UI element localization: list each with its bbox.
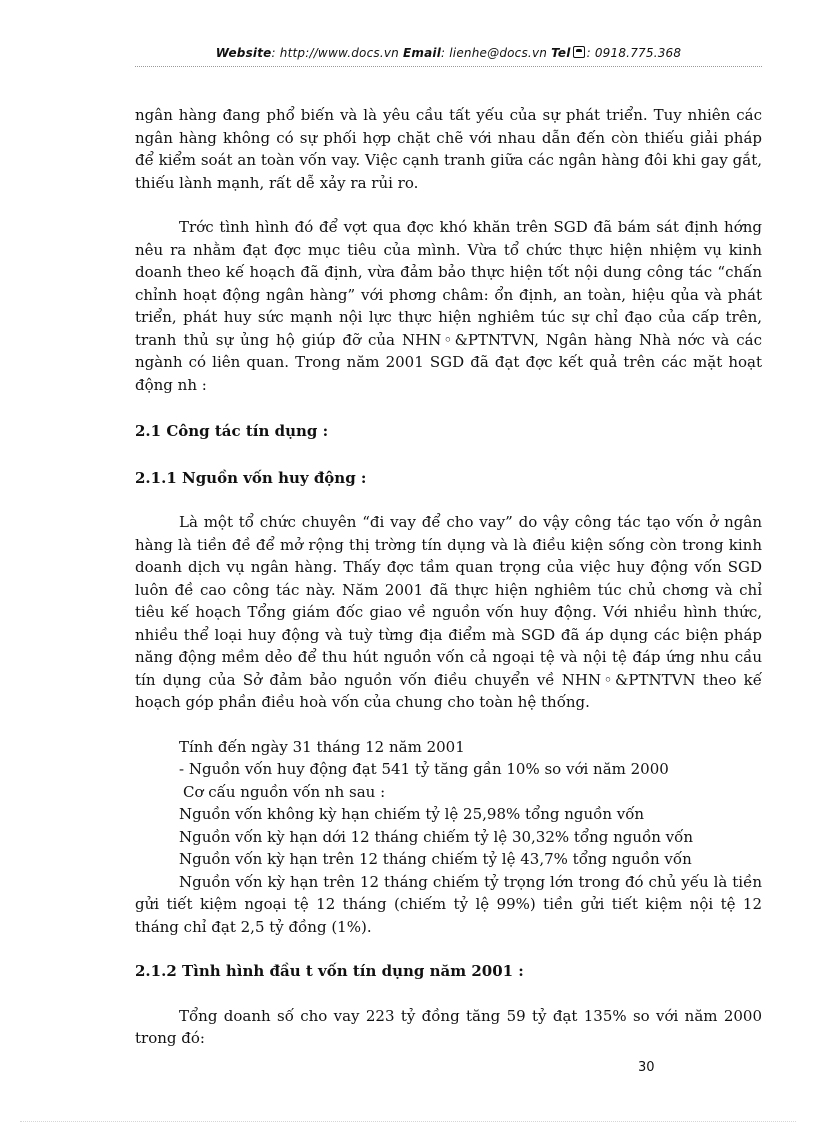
line-over-12: Nguồn vốn kỳ hạn trên 12 tháng chiếm tỷ lệ 43,7% tổng nguồn vốn [179, 850, 692, 868]
document-body [135, 104, 762, 1050]
website-value: : http://www.docs.vn [271, 46, 399, 60]
email-label: Email [402, 46, 442, 60]
line-structure: Cơ cấu nguồn vốn nh sau : [183, 782, 386, 801]
page-number: 30 [638, 1060, 655, 1075]
paragraph-3: Là một tổ chức chuyên “đi vay để cho vay” do vậy công tác tạo vốn ở ngân hàng là tiền đề để mở rộng thị trờng tín dụng và là điều kiện sống còn trong kinh doanh dịch vụ ngân hàng. Thấy đợc tầm quan trọng của việc huy động vốn SGD luôn đề cao công tác này. Năm 2001 đã thực hiện nghiêm túc chủ chơng và chỉ tiêu kế hoạch Tổng giám đốc giao về nguồn vốn huy động. Với nhiều hình thức, nhiều thể loại huy động và tuỳ từng địa điểm mà SGD đã áp dụng các biện pháp năng động mềm dẻo để thu hút nguồn vốn cả ngoại tệ và nội tệ đáp ứng nhu cầu tín dụng của Sở đảm bảo nguồn vốn điều chuyển về NHN◦&PTNTVN theo kế hoạch góp phần điều hoà vốn của chung cho toàn hệ thống. [135, 513, 762, 711]
line-date: Tính đến ngày 31 tháng 12 năm 2001 [179, 737, 465, 756]
website-label: Website [215, 46, 272, 60]
section-heading-2-1: 2.1 Công tác tín dụng : [135, 422, 329, 440]
line-under-12: Nguồn vốn kỳ hạn dới 12 tháng chiếm tỷ lệ 30,32% tổng nguồn vốn [179, 827, 693, 846]
email-value: : lienhe@docs.vn [441, 46, 548, 60]
paragraph-5: Tổng doanh số cho vay 223 tỷ đồng tăng 59 tỷ đạt 135% so với năm 2000 trong đó: [135, 1006, 762, 1047]
footer-divider [20, 1121, 796, 1122]
line-capital-raised: - Nguồn vốn huy động đạt 541 tỷ tăng gần 10% so với năm 2000 [179, 760, 669, 778]
paragraph-4: Nguồn vốn kỳ hạn trên 12 tháng chiếm tỷ trọng lớn trong đó chủ yếu là tiền gửi tiết kiệm ngoại tệ 12 tháng (chiếm tỷ lệ 99%) tiền gửi tiết kiệm nội tệ 12 tháng chỉ đạt 2,5 tỷ đồng (1%). [135, 872, 762, 936]
header-divider [135, 66, 762, 67]
page-header [135, 46, 762, 60]
tel-value: : 0918.775.368 [586, 46, 682, 60]
paragraph-2: Trớc tình hình đó để vợt qua đợc khó khăn trên SGD đã bám sát định hớng nêu ra nhằm đạt đợc mục tiêu của mình. Vừa tổ chức thực hiện nhiệm vụ kinh doanh theo kế hoạch đã định, vừa đảm bảo thực hiện tốt nội dung công tác “chấn chỉnh hoạt động ngân hàng” với phơng châm: ổn định, an toàn, hiệu qủa và phát triển, phát huy sức mạnh nội lực thực hiện nghiêm túc sự chỉ đạo của cấp trên, tranh thủ sự ủng hộ giúp đỡ của NHN◦&PTNTVN, Ngân hàng Nhà nớc và các ngành có liên quan. Trong năm 2001 SGD đã đạt đợc kết quả trên các mặt hoạt động nh : [135, 218, 762, 394]
line-no-term: Nguồn vốn không kỳ hạn chiếm tỷ lệ 25,98% tổng nguồn vốn [179, 805, 645, 823]
section-heading-2-1-2: 2.1.2 Tình hình đầu t vốn tín dụng năm 2001 : [135, 962, 524, 980]
tel-label: Tel [551, 46, 571, 60]
paragraph-1: ngân hàng đang phổ biến và là yêu cầu tất yếu của sự phát triển. Tuy nhiên các ngân hàng không có sự phối hợp chặt chẽ với nhau dẫn đến còn thiếu giải pháp để kiểm soát an toàn vốn vay. Việc cạnh tranh giữa các ngân hàng đôi khi gay gắt, thiếu lành mạnh, rất dễ xảy ra rủi ro. [135, 106, 762, 192]
phone-icon [573, 46, 585, 58]
section-heading-2-1-1: 2.1.1 Nguồn vốn huy động : [135, 468, 367, 487]
